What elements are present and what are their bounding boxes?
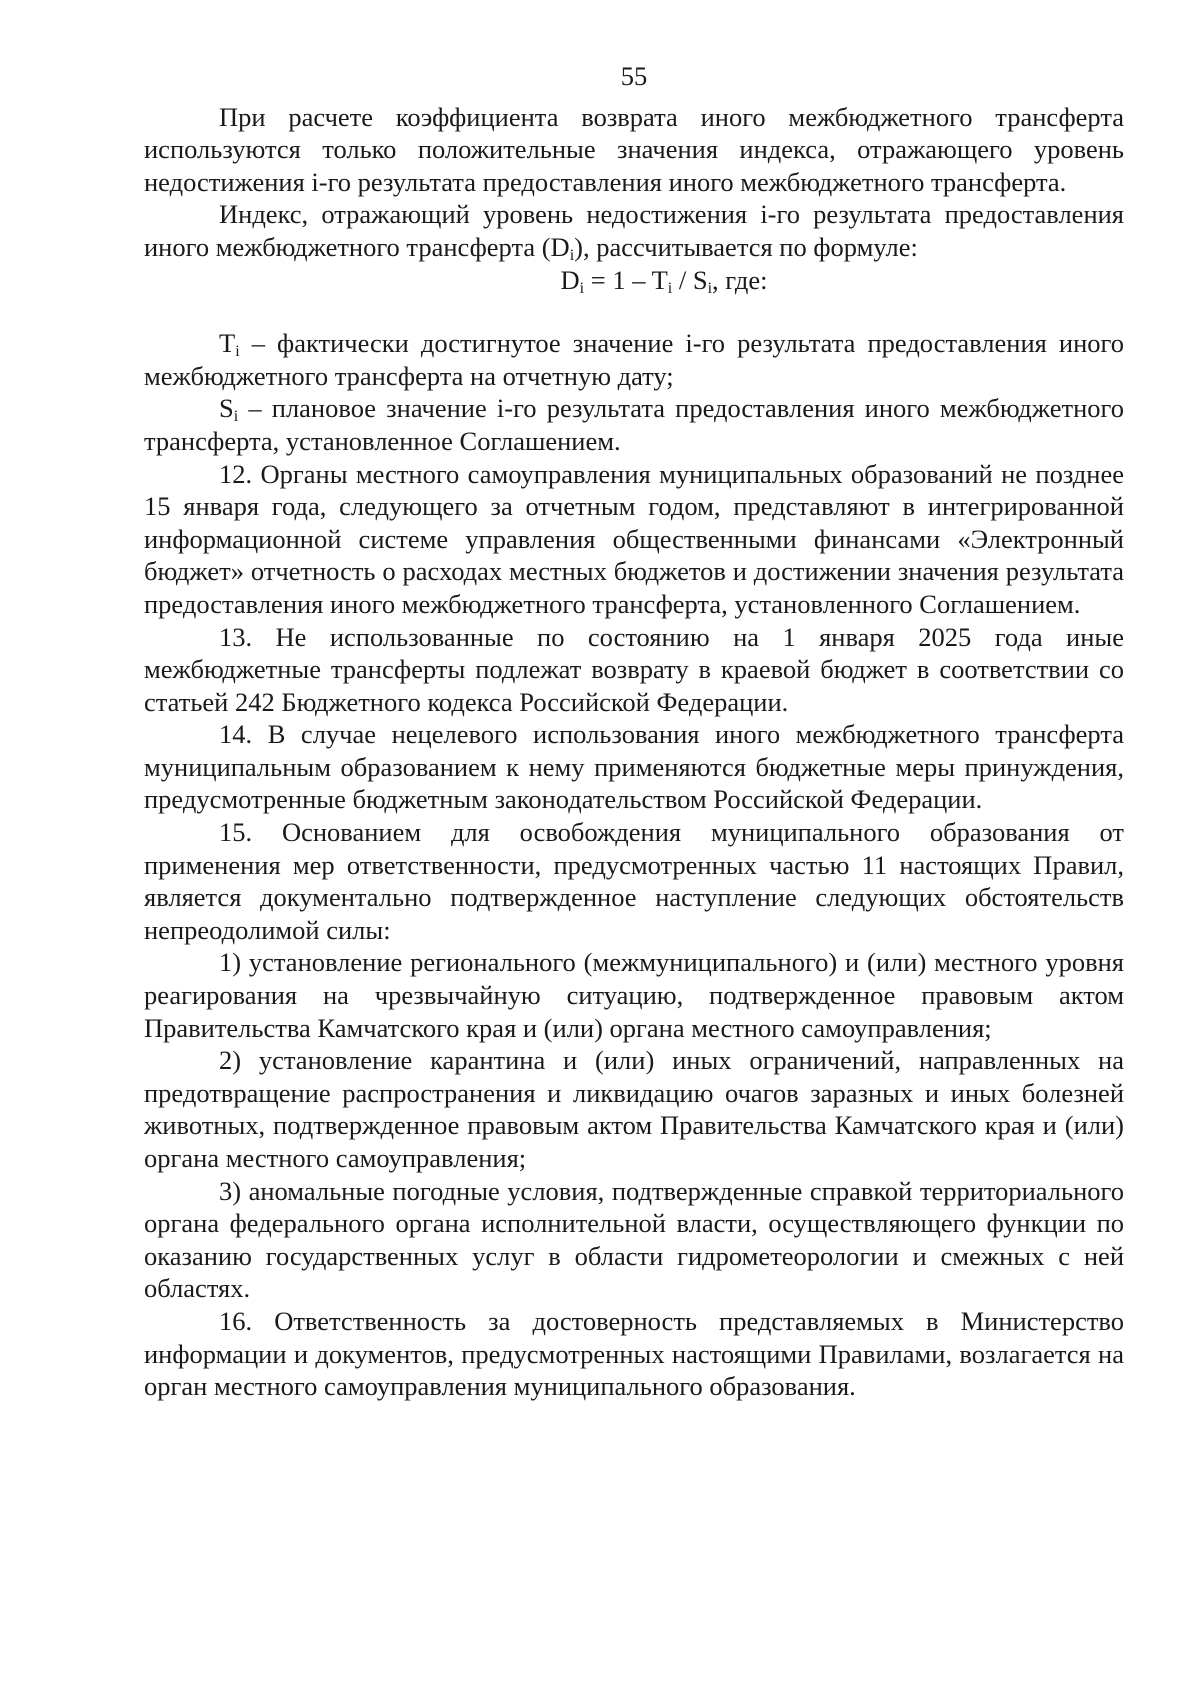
definition-s [144, 392, 1124, 457]
definition-t-text: – фактически достигнутое значение i-го результата предоставления иного межбюджетного трансферта на отчетную дату; [144, 328, 1124, 391]
clause-15-item-1: 1) установление регионального (межмуниципального) и (или) местного уровня реагирования на чрезвычайную ситуацию, подтвержденное правовым актом Правительства Камчатского края и (или) органа местного самоуправления; [144, 947, 1124, 1043]
definition-t [144, 327, 1124, 392]
formula-s-subscript: i [707, 279, 713, 297]
definition-t-var: T [219, 328, 236, 359]
formula-slash: / S [672, 264, 708, 295]
clause-15: 15. Основанием для освобождения муниципального образования от применения мер ответственности, предусмотренных частью 11 настоящих Правил, является документально подтвержденное наступление следующих обстоятельств непреодолимой силы: [144, 817, 1124, 945]
subscript-i: i [569, 246, 575, 264]
paragraph-return-coefficient: При расчете коэффициента возврата иного межбюджетного трансферта используются только положительные значения индекса, отражающего уровень недостижения i-го результата предоставления иного межбюджетного трансферта. [144, 101, 1124, 197]
formula-t-subscript: i [667, 279, 673, 297]
formula [144, 264, 1124, 297]
formula-middle: = 1 – T [584, 264, 668, 295]
clause-15-item-2: 2) установление карантина и (или) иных ограничений, направленных на предотвращение распространения и ликвидацию очагов заразных и иных болезней животных, подтвержденное правовым актом Правительства Камчатского края и (или) органа местного самоуправления; [144, 1045, 1124, 1173]
definition-s-subscript: i [233, 408, 239, 426]
definition-s-text: – плановое значение i-го результата предоставления иного межбюджетного трансферта, установленное Соглашением. [144, 393, 1124, 456]
clause-16: 16. Ответственность за достоверность представляемых в Министерство информации и документов, предусмотренных настоящими Правилами, возлагается на орган местного самоуправления муниципального образования. [144, 1305, 1124, 1402]
definition-t-subscript: i [235, 343, 240, 361]
document-page [144, 60, 1124, 1403]
paragraph-index-text-start: Индекс, отражающий уровень недостижения i-го результата предоставления иного межбюджетного трансферта (D [144, 199, 1124, 262]
clause-14: 14. В случае нецелевого использования иного межбюджетного трансферта муниципальным образованием к нему применяются бюджетные меры принуждения, предусмотренные бюджетным законодательством Российской Федерации. [144, 719, 1124, 815]
formula-end: , где: [712, 264, 768, 295]
formula-d-subscript: i [579, 279, 585, 297]
paragraph-index-text-end: ), рассчитывается по формуле: [574, 231, 918, 262]
clause-13: 13. Не использованные по состоянию на 1 января 2025 года иные межбюджетные трансферты подлежат возврату в краевой бюджет в соответствии со статьей 242 Бюджетного кодекса Российской Федерации. [144, 621, 1124, 717]
paragraph-index-definition [144, 198, 1124, 263]
clause-12: 12. Органы местного самоуправления муниципальных образований не позднее 15 января года, следующего за отчетным годом, представляют в интегрированной информационной системе управления общественными финансами «Электронный бюджет» отчетность о расходах местных бюджетов и достижении значения результата предоставления иного межбюджетного трансферта, установленного Соглашением. [144, 458, 1124, 619]
formula-d: D [560, 264, 580, 295]
page-number: 55 [620, 61, 648, 91]
clause-15-item-3: 3) аномальные погодные условия, подтвержденные справкой территориального органа федерального органа исполнительной власти, осуществляющего функции по оказанию государственных услуг в области гидрометеорологии и смежных с ней областях. [144, 1175, 1124, 1304]
definition-s-var: S [219, 393, 234, 424]
